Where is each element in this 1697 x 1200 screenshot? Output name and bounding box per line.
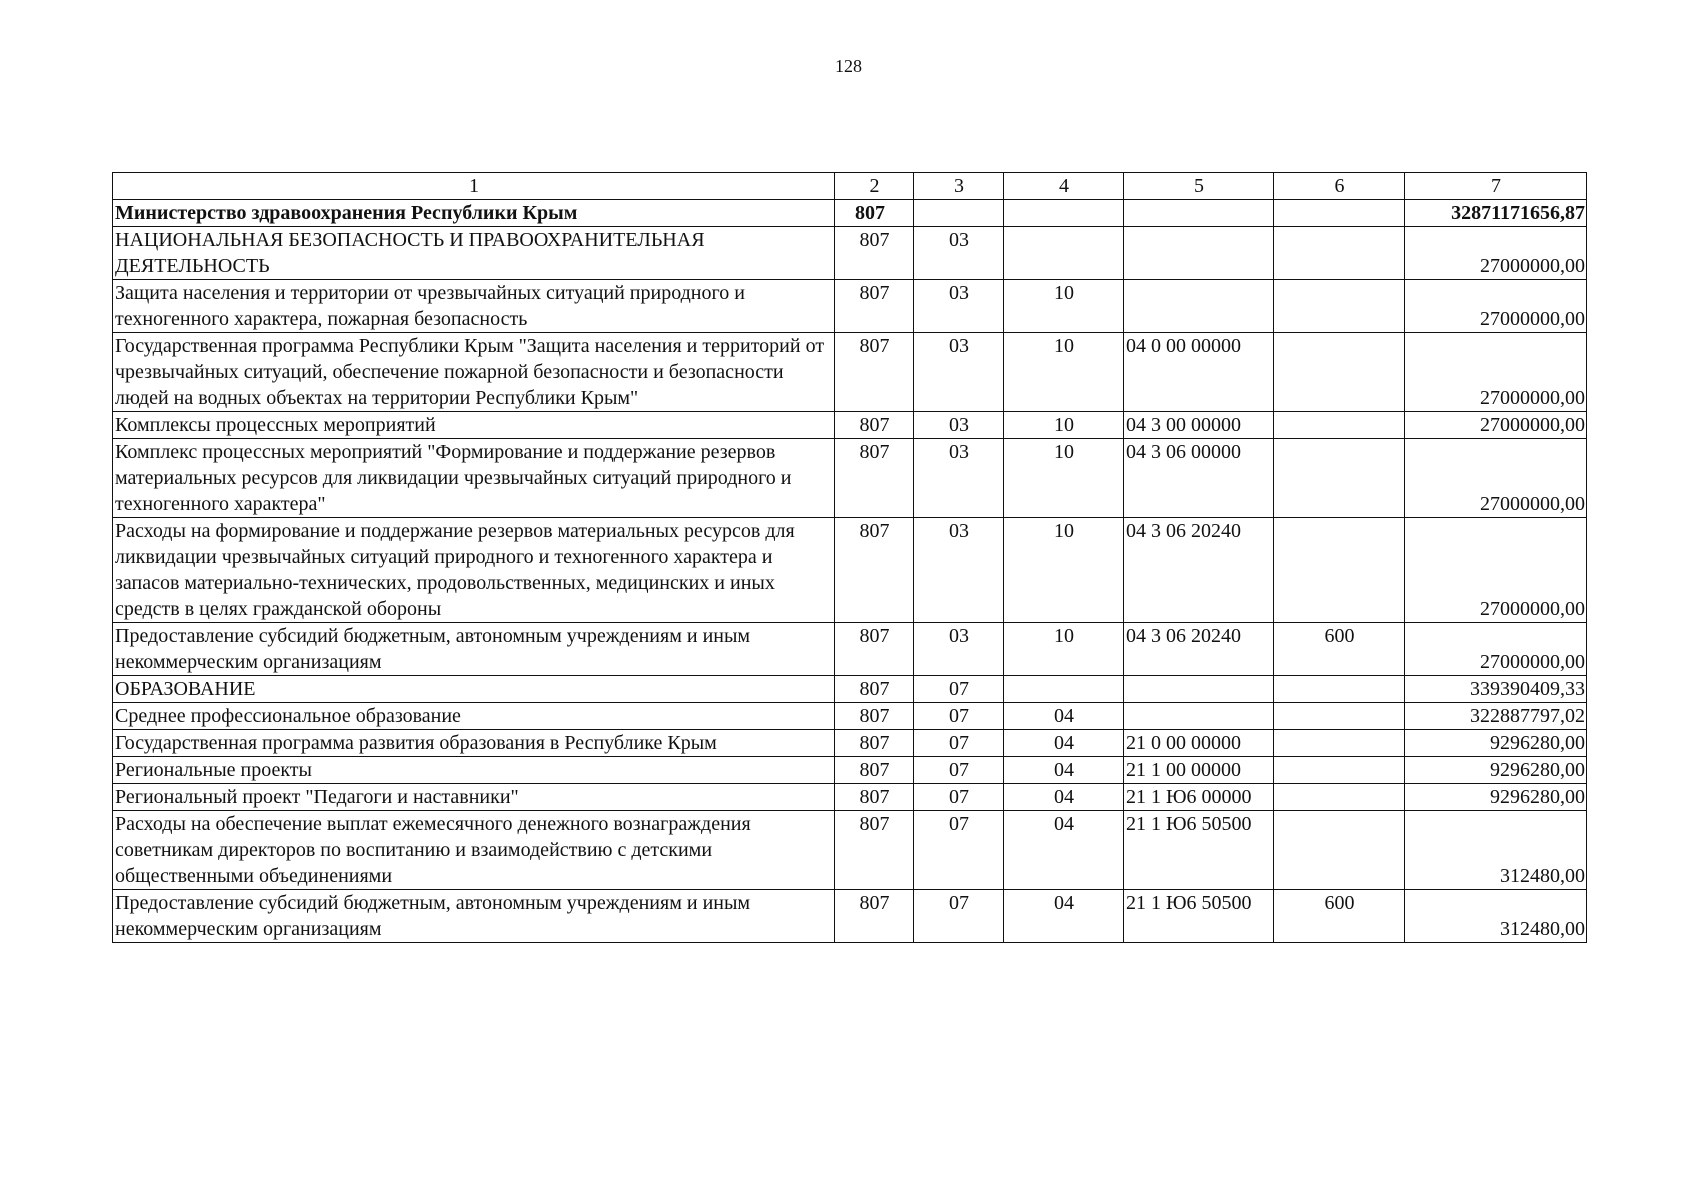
row-expense-type: 600 xyxy=(1274,623,1405,676)
row-section-code: 03 xyxy=(914,280,1004,333)
row-subsection-code: 04 xyxy=(1004,811,1124,890)
page-number: 128 xyxy=(835,56,862,76)
row-name: Предоставление субсидий бюджетным, автономным учреждениям и иным некоммерческим организациям xyxy=(113,623,835,676)
table-row xyxy=(113,703,1587,730)
row-name: Региональный проект "Педагоги и наставники" xyxy=(113,784,835,811)
row-ministry-code: 807 xyxy=(835,676,914,703)
row-target-code: 21 1 Ю6 50500 xyxy=(1124,890,1274,943)
row-ministry-code: 807 xyxy=(835,518,914,623)
row-expense-type xyxy=(1274,280,1405,333)
row-section-code: 07 xyxy=(914,676,1004,703)
row-section-code: 07 xyxy=(914,730,1004,757)
header-cell-4: 4 xyxy=(1004,173,1124,200)
row-expense-type xyxy=(1274,200,1405,227)
row-name: Министерство здравоохранения Республики Крым xyxy=(113,200,835,227)
row-expense-type xyxy=(1274,518,1405,623)
row-amount: 9296280,00 xyxy=(1405,784,1587,811)
row-name: Государственная программа Республики Крым "Защита населения и территорий от чрезвычайных ситуаций, обеспечение пожарной безопасности и безопасности людей на водных объектах на территории Республики Крым" xyxy=(113,333,835,412)
row-amount: 9296280,00 xyxy=(1405,757,1587,784)
row-target-code xyxy=(1124,280,1274,333)
row-amount: 27000000,00 xyxy=(1405,518,1587,623)
table-header-row xyxy=(113,173,1587,200)
row-expense-type xyxy=(1274,757,1405,784)
row-target-code: 04 3 00 00000 xyxy=(1124,412,1274,439)
row-target-code xyxy=(1124,227,1274,280)
row-amount: 27000000,00 xyxy=(1405,227,1587,280)
row-ministry-code: 807 xyxy=(835,333,914,412)
row-subsection-code: 10 xyxy=(1004,412,1124,439)
row-target-code: 21 0 00 00000 xyxy=(1124,730,1274,757)
row-amount: 322887797,02 xyxy=(1405,703,1587,730)
row-subsection-code: 10 xyxy=(1004,623,1124,676)
row-amount: 27000000,00 xyxy=(1405,280,1587,333)
row-name: Предоставление субсидий бюджетным, автономным учреждениям и иным некоммерческим организациям xyxy=(113,890,835,943)
row-section-code: 07 xyxy=(914,811,1004,890)
row-subsection-code: 04 xyxy=(1004,703,1124,730)
row-name: Государственная программа развития образования в Республике Крым xyxy=(113,730,835,757)
row-amount: 27000000,00 xyxy=(1405,333,1587,412)
row-subsection-code: 10 xyxy=(1004,280,1124,333)
header-cell-6: 6 xyxy=(1274,173,1405,200)
row-subsection-code: 04 xyxy=(1004,890,1124,943)
header-cell-2: 2 xyxy=(835,173,914,200)
row-subsection-code: 10 xyxy=(1004,333,1124,412)
row-target-code xyxy=(1124,676,1274,703)
row-amount: 9296280,00 xyxy=(1405,730,1587,757)
row-ministry-code: 807 xyxy=(835,200,914,227)
row-ministry-code: 807 xyxy=(835,412,914,439)
row-amount: 27000000,00 xyxy=(1405,412,1587,439)
row-subsection-code xyxy=(1004,676,1124,703)
header-cell-1: 1 xyxy=(113,173,835,200)
row-name: НАЦИОНАЛЬНАЯ БЕЗОПАСНОСТЬ И ПРАВООХРАНИТЕЛЬНАЯ ДЕЯТЕЛЬНОСТЬ xyxy=(113,227,835,280)
row-subsection-code: 04 xyxy=(1004,784,1124,811)
row-expense-type xyxy=(1274,412,1405,439)
table-row xyxy=(113,784,1587,811)
row-ministry-code: 807 xyxy=(835,784,914,811)
table-row xyxy=(113,333,1587,412)
row-amount: 312480,00 xyxy=(1405,890,1587,943)
table-row xyxy=(113,518,1587,623)
row-name: ОБРАЗОВАНИЕ xyxy=(113,676,835,703)
row-ministry-code: 807 xyxy=(835,439,914,518)
table-row xyxy=(113,439,1587,518)
row-ministry-code: 807 xyxy=(835,623,914,676)
row-ministry-code: 807 xyxy=(835,730,914,757)
row-subsection-code: 10 xyxy=(1004,518,1124,623)
table-row xyxy=(113,412,1587,439)
row-name: Региональные проекты xyxy=(113,757,835,784)
row-amount: 27000000,00 xyxy=(1405,439,1587,518)
row-amount: 32871171656,87 xyxy=(1405,200,1587,227)
table-row xyxy=(113,200,1587,227)
table-row xyxy=(113,757,1587,784)
table-row xyxy=(113,811,1587,890)
table-row xyxy=(113,730,1587,757)
row-section-code: 03 xyxy=(914,439,1004,518)
row-expense-type xyxy=(1274,784,1405,811)
row-target-code: 04 3 06 20240 xyxy=(1124,623,1274,676)
table-row xyxy=(113,623,1587,676)
row-ministry-code: 807 xyxy=(835,757,914,784)
row-expense-type xyxy=(1274,676,1405,703)
row-subsection-code xyxy=(1004,200,1124,227)
table-row xyxy=(113,280,1587,333)
row-section-code: 03 xyxy=(914,333,1004,412)
row-section-code: 07 xyxy=(914,890,1004,943)
row-name: Расходы на обеспечение выплат ежемесячного денежного вознаграждения советникам директоров по воспитанию и взаимодействию с детскими общественными объединениями xyxy=(113,811,835,890)
row-ministry-code: 807 xyxy=(835,227,914,280)
row-section-code: 07 xyxy=(914,784,1004,811)
row-section-code: 07 xyxy=(914,703,1004,730)
row-section-code: 03 xyxy=(914,412,1004,439)
row-target-code: 04 3 06 20240 xyxy=(1124,518,1274,623)
row-subsection-code: 10 xyxy=(1004,439,1124,518)
row-name: Комплекс процессных мероприятий "Формирование и поддержание резервов материальных ресурсов для ликвидации чрезвычайных ситуаций природного и техногенного характера" xyxy=(113,439,835,518)
row-name: Защита населения и территории от чрезвычайных ситуаций природного и техногенного характера, пожарная безопасность xyxy=(113,280,835,333)
table-row xyxy=(113,227,1587,280)
row-section-code: 03 xyxy=(914,518,1004,623)
row-expense-type xyxy=(1274,703,1405,730)
row-expense-type xyxy=(1274,333,1405,412)
row-subsection-code: 04 xyxy=(1004,730,1124,757)
row-name: Среднее профессиональное образование xyxy=(113,703,835,730)
row-ministry-code: 807 xyxy=(835,811,914,890)
row-target-code: 04 0 00 00000 xyxy=(1124,333,1274,412)
row-target-code xyxy=(1124,200,1274,227)
row-amount: 312480,00 xyxy=(1405,811,1587,890)
row-expense-type xyxy=(1274,227,1405,280)
header-cell-3: 3 xyxy=(914,173,1004,200)
row-section-code: 03 xyxy=(914,623,1004,676)
header-cell-5: 5 xyxy=(1124,173,1274,200)
row-subsection-code: 04 xyxy=(1004,757,1124,784)
row-expense-type: 600 xyxy=(1274,890,1405,943)
row-name: Комплексы процессных мероприятий xyxy=(113,412,835,439)
budget-table xyxy=(112,172,1587,943)
row-amount: 339390409,33 xyxy=(1405,676,1587,703)
row-name: Расходы на формирование и поддержание резервов материальных ресурсов для ликвидации чрезвычайных ситуаций природного и техногенного характера и запасов материально-технических, продовольственных, медицинских и иных средств в целях гражданской обороны xyxy=(113,518,835,623)
row-section-code xyxy=(914,200,1004,227)
row-amount: 27000000,00 xyxy=(1405,623,1587,676)
row-section-code: 03 xyxy=(914,227,1004,280)
row-expense-type xyxy=(1274,811,1405,890)
row-expense-type xyxy=(1274,730,1405,757)
row-ministry-code: 807 xyxy=(835,890,914,943)
row-section-code: 07 xyxy=(914,757,1004,784)
row-expense-type xyxy=(1274,439,1405,518)
row-subsection-code xyxy=(1004,227,1124,280)
row-ministry-code: 807 xyxy=(835,703,914,730)
row-target-code: 21 1 Ю6 00000 xyxy=(1124,784,1274,811)
table-row xyxy=(113,676,1587,703)
row-target-code xyxy=(1124,703,1274,730)
table-row xyxy=(113,890,1587,943)
row-ministry-code: 807 xyxy=(835,280,914,333)
header-cell-7: 7 xyxy=(1405,173,1587,200)
row-target-code: 21 1 Ю6 50500 xyxy=(1124,811,1274,890)
row-target-code: 04 3 06 00000 xyxy=(1124,439,1274,518)
row-target-code: 21 1 00 00000 xyxy=(1124,757,1274,784)
